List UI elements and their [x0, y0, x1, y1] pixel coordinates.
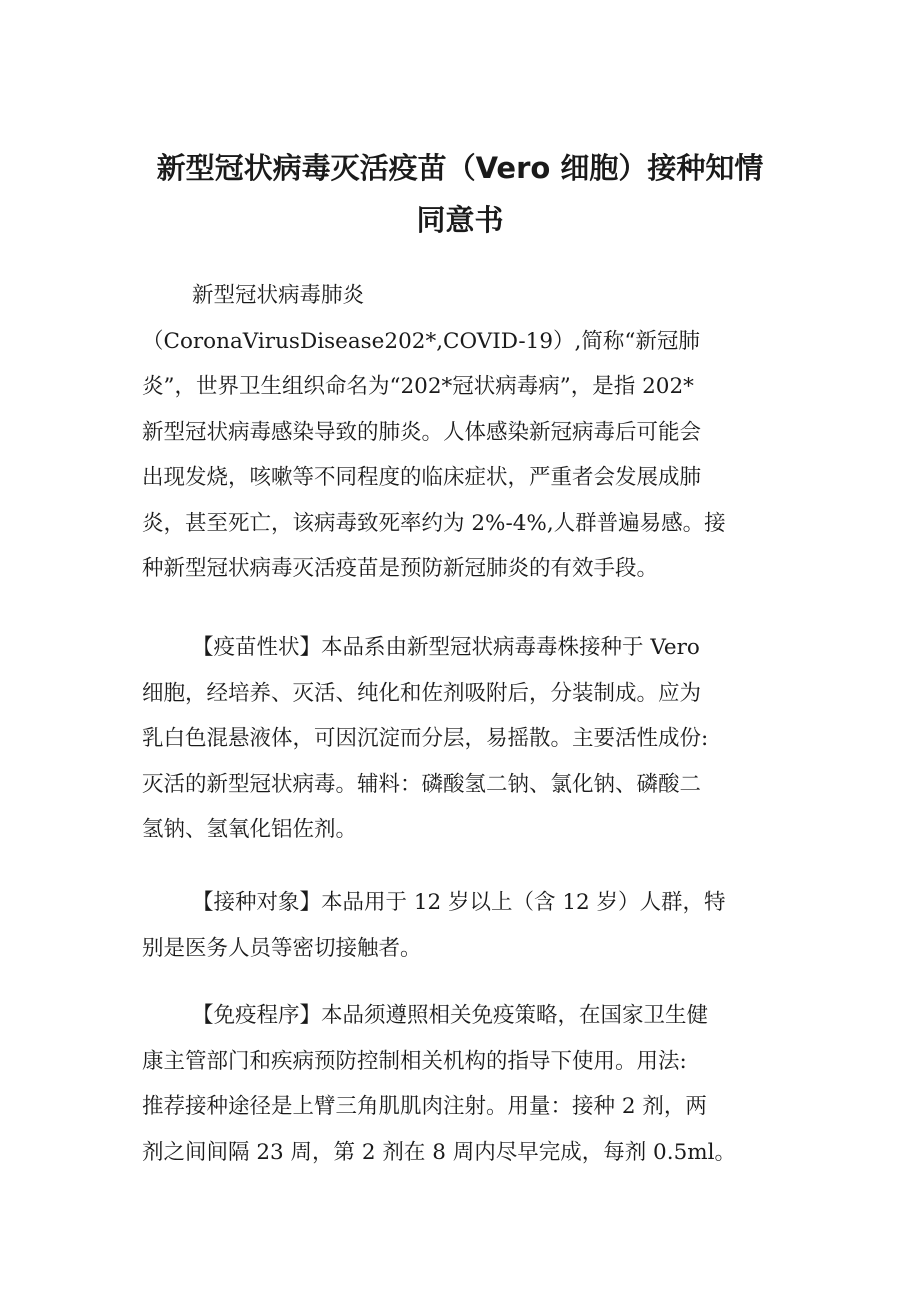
text-line: 种新型冠状病毒灭活疫苗是预防新冠肺炎的有效手段。: [142, 556, 659, 581]
text-line: 【疫苗性状】本品系由新型冠状病毒毒株接种于 Vero: [192, 635, 700, 660]
text-line: 康主管部门和疾病预防控制相关机构的指导下使用。用法:: [142, 1048, 687, 1074]
paragraph-vaccine-properties: [142, 625, 792, 853]
text-line: 炎”，世界卫生组织命名为“202*冠状病毒病”，是指 202*: [142, 374, 694, 399]
paragraph-target-population: [142, 880, 792, 971]
text-line: 别是医务人员等密切接触者。: [142, 935, 422, 961]
text-line: 细胞，经培养、灭活、纯化和佐剂吸附后，分装制成。应为: [142, 680, 702, 706]
text-line: 灭活的新型冠状病毒。辅料：磷酸氢二钠、氯化钠、磷酸二: [142, 771, 702, 797]
title-line-2: 同意书: [416, 203, 504, 237]
text-line: 炎，甚至死亡，该病毒致死率约为 2%-4%,人群普遍易感。接: [142, 510, 726, 536]
paragraph-immunization-schedule: [142, 993, 792, 1175]
text-line: 新型冠状病毒肺炎: [192, 283, 365, 308]
text-line: 【接种对象】本品用于 12 岁以上（含 12 岁）人群，特: [192, 890, 726, 915]
text-line: 推荐接种途径是上臂三角肌肌肉注射。用量：接种 2 剂，两: [142, 1094, 707, 1119]
text-line: 乳白色混悬液体，可因沉淀而分层，易摇散。主要活性成份:: [142, 726, 709, 751]
document-title: [120, 142, 800, 246]
text-line: 剂之间间隔 23 周，第 2 剂在 8 周内尽早完成，每剂 0.5ml。: [142, 1139, 737, 1165]
title-line-1: 新型冠状病毒灭活疫苗（Vero 细胞）接种知情: [156, 151, 764, 185]
text-line: 【免疫程序】本品须遵照相关免疫策略，在国家卫生健: [192, 1003, 709, 1028]
text-line: 出现发烧，咳嗽等不同程度的临床症状，严重者会发展成肺: [142, 465, 702, 490]
text-line: （CoronaVirusDisease202*,COVID-19）,简称“新冠肺: [142, 328, 700, 354]
paragraph-intro: [142, 273, 792, 592]
text-line: 新型冠状病毒感染导致的肺炎。人体感染新冠病毒后可能会: [142, 419, 702, 445]
text-line: 氢钠、氢氧化铝佐剂。: [142, 817, 358, 842]
